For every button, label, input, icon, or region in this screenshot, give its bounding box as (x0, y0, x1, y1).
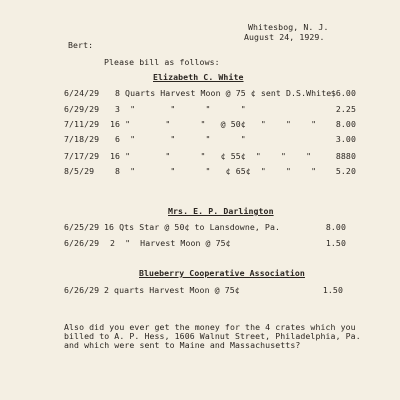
closing-line: and which were sent to Maine and Massachusetts? (64, 340, 301, 350)
header-date: August 24, 1929. (244, 32, 325, 42)
row-desc: 16 Qts Star @ 50¢ to Lansdowne, Pa. (104, 222, 281, 232)
row-date: 6/26/29 (64, 238, 100, 248)
row-date: 6/25/29 (64, 222, 100, 232)
row-desc: 6 " " " " (115, 134, 246, 144)
row-date: 7/11/29 (64, 119, 100, 129)
row-amount: 1.50 (322, 285, 343, 295)
row-desc: 8 Quarts Harvest Moon @ 75 ¢ sent D.S.White (115, 88, 332, 98)
row-desc: 16 " " " ¢ 55¢ " " " (110, 151, 312, 161)
row-desc: 3 " " " " (115, 104, 246, 114)
section-heading-darlington: Mrs. E. P. Darlington (168, 206, 274, 216)
row-amount: 1.50 (325, 238, 346, 248)
row-date: 6/24/29 (64, 88, 100, 98)
row-amount: 3.00 (335, 134, 356, 144)
row-amount: 8880 (335, 151, 356, 161)
row-date: 8/5/29 (64, 166, 95, 176)
intro-line: Please bill as follows: (104, 57, 220, 67)
row-amount: 8.00 (325, 222, 346, 232)
salutation: Bert: (68, 40, 94, 50)
row-amount: $6.00 (330, 88, 356, 98)
row-amount: 5.20 (335, 166, 356, 176)
row-amount: 2.25 (335, 104, 356, 114)
row-date: 6/29/29 (64, 104, 100, 114)
row-desc: 8 " " " ¢ 65¢ " " " (115, 166, 317, 176)
closing-line: Also did you ever get the money for the 4 crates which you (64, 322, 356, 332)
row-date: 7/18/29 (64, 134, 100, 144)
closing-line: billed to A. P. Hess, 1606 Walnut Street, Philadelphia, Pa. (64, 331, 361, 341)
row-desc: 16 " " " @ 50¢ " " " (110, 119, 317, 129)
header-place: Whitesbog, N. J. (248, 22, 329, 32)
row-amount: 8.00 (335, 119, 356, 129)
section-heading-elizabeth-white: Elizabeth C. White (153, 72, 244, 82)
row-date: 6/26/29 (64, 285, 100, 295)
row-date: 7/17/29 (64, 151, 100, 161)
section-heading-cooperative: Blueberry Cooperative Association (139, 268, 305, 278)
row-desc: 2 " Harvest Moon @ 75¢ (110, 238, 231, 248)
row-desc: 2 quarts Harvest Moon @ 75¢ (104, 285, 240, 295)
